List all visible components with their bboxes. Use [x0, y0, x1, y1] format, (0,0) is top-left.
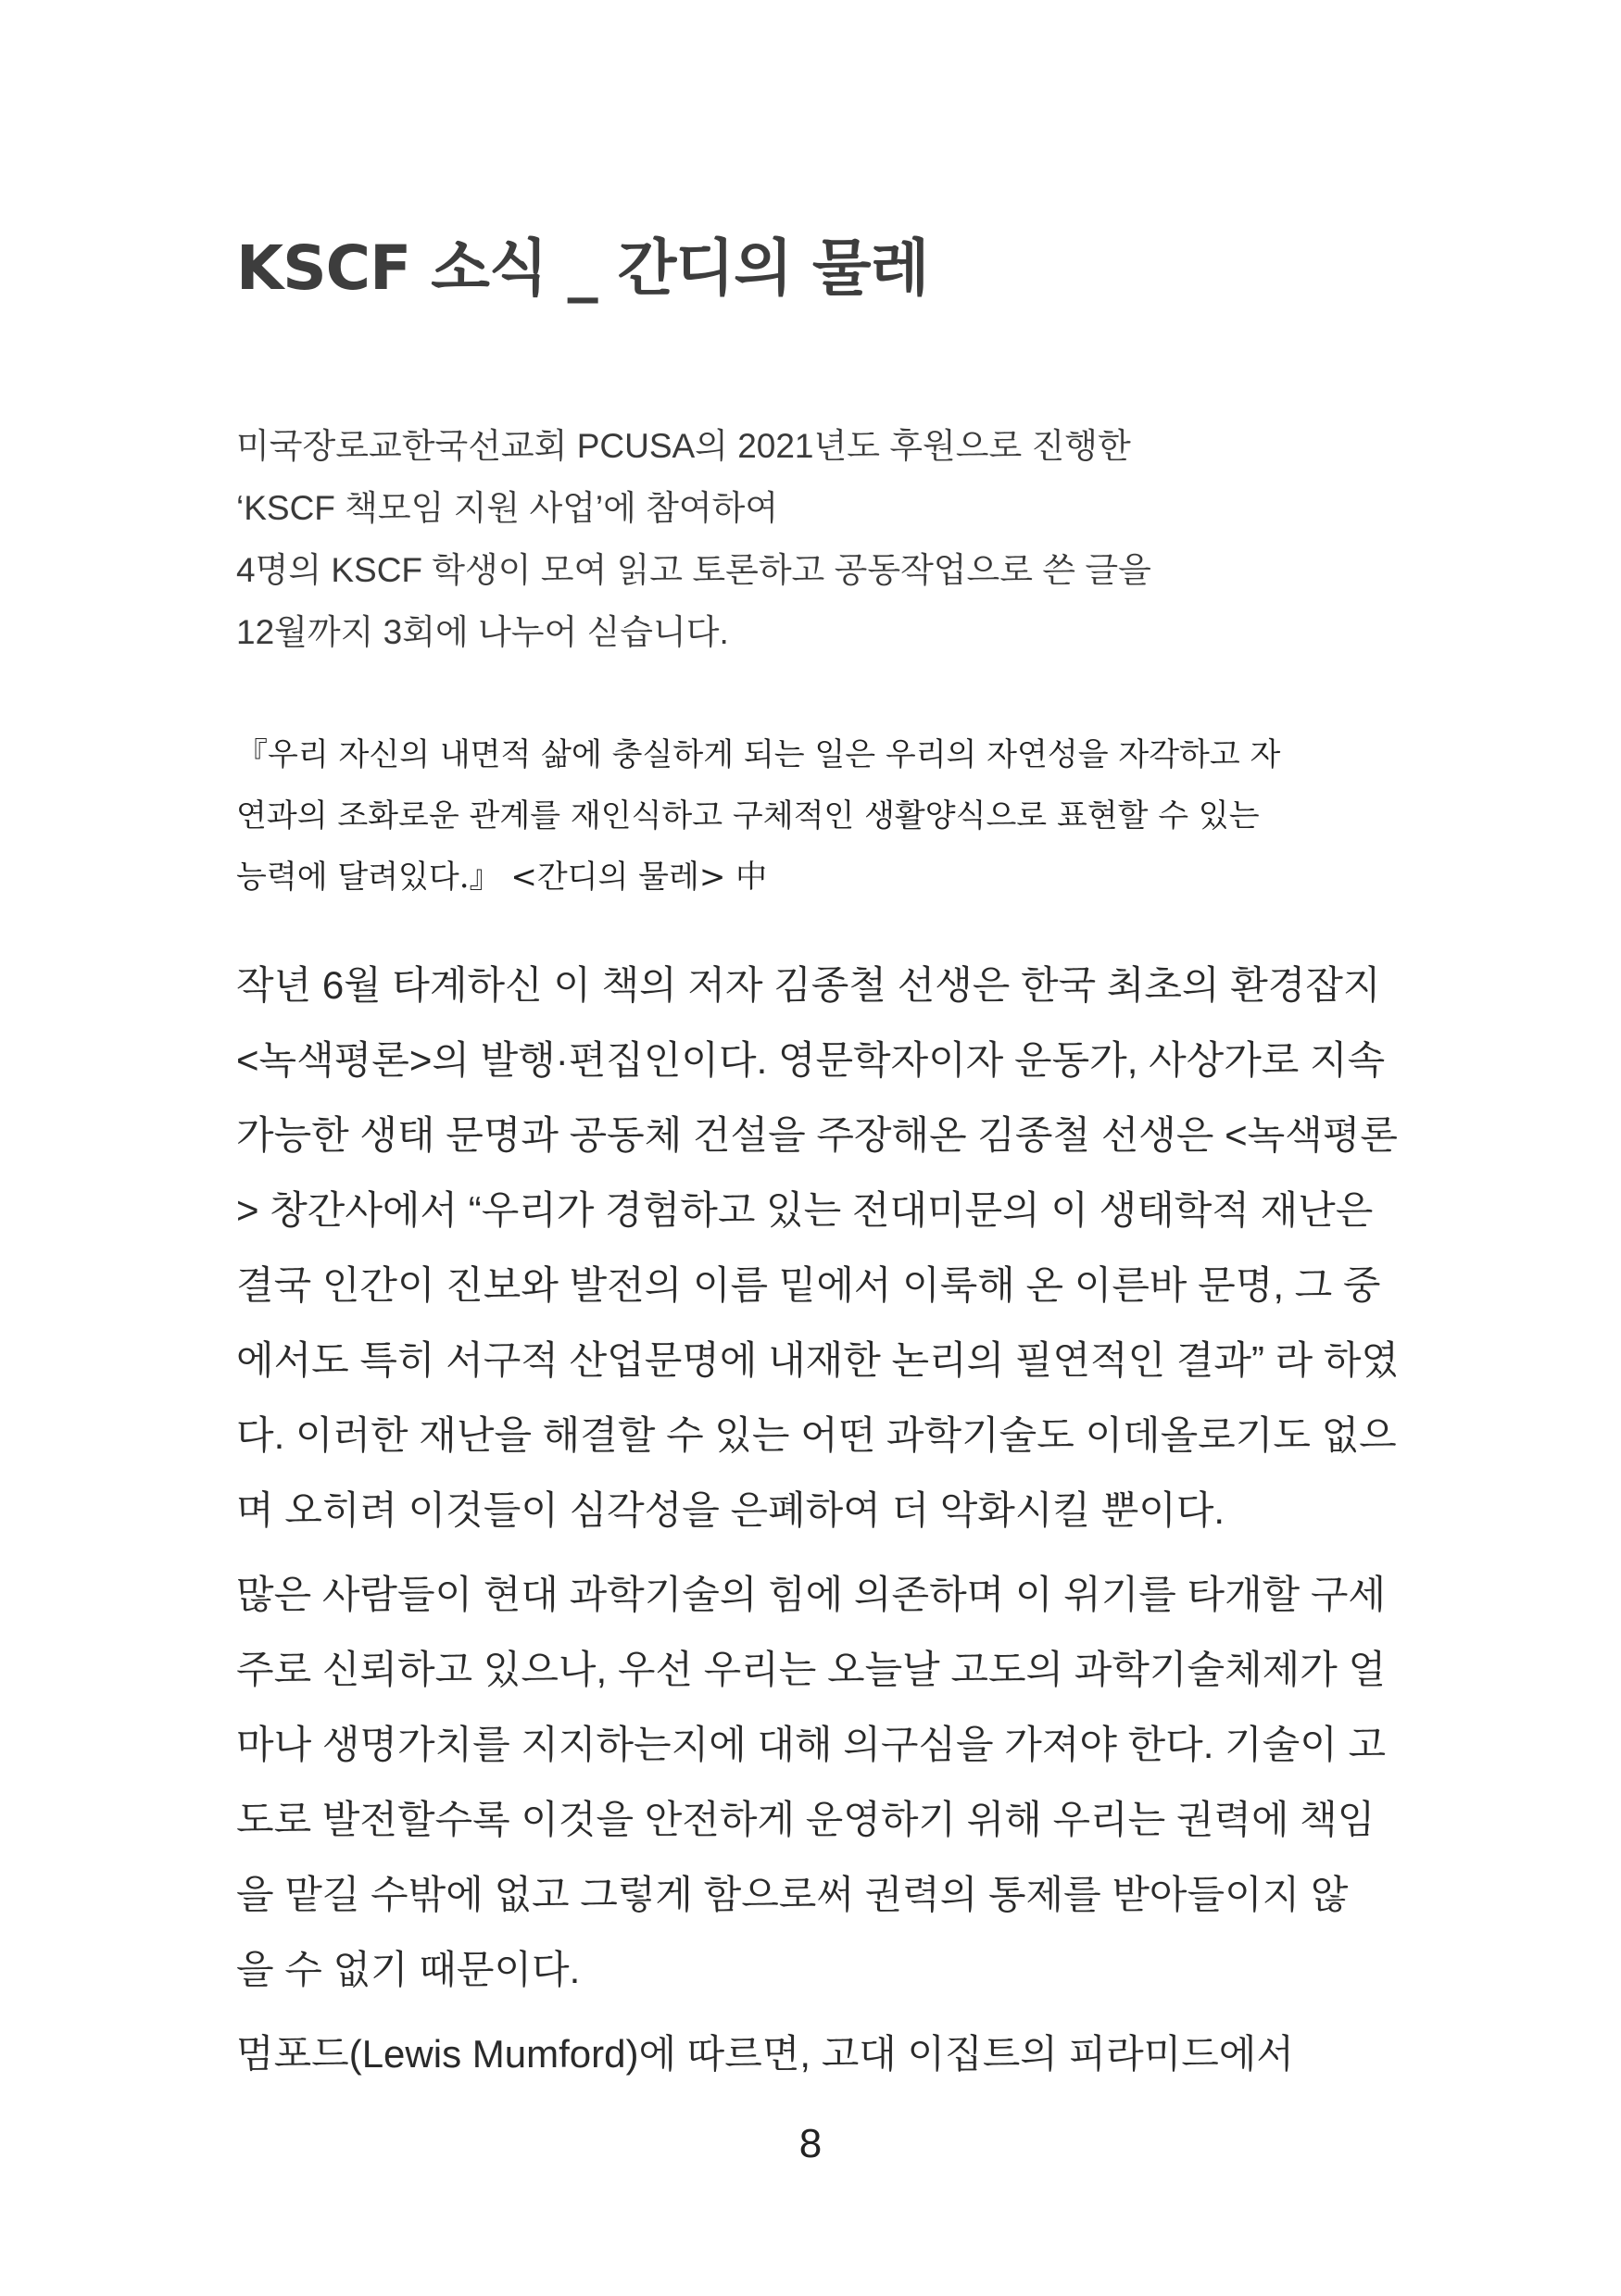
- body-line: 에서도 특히 서구적 산업문명에 내재한 논리의 필연적인 결과” 라 하였: [236, 1338, 1400, 1382]
- body-line: 도로 발전할수록 이것을 안전하게 운영하기 위해 우리는 권력에 책임: [236, 1798, 1376, 1841]
- body-text: [236, 947, 1400, 2091]
- intro-line: 4명의 KSCF 학생이 모여 읽고 토론하고 공동작업으로 쓴 글을: [236, 551, 1151, 589]
- book-quote: [236, 724, 1394, 908]
- body-line: <녹색평론>의 발행·편집인이다. 영문학자이자 운동가, 사상가로 지속: [236, 1038, 1386, 1082]
- quote-line: 연과의 조화로운 관계를 재인식하고 구체적인 생활양식으로 표현할 수 있는: [236, 797, 1260, 834]
- body-line: 많은 사람들이 현대 과학기술의 힘에 의존하며 이 위기를 타개할 구세: [236, 1573, 1387, 1616]
- intro-line: 미국장로교한국선교회 PCUSA의 2021년도 후원으로 진행한: [236, 427, 1131, 465]
- page-number: 8: [798, 2121, 823, 2166]
- body-paragraph: [236, 1557, 1394, 2007]
- body-paragraph: [236, 2016, 1394, 2091]
- body-line: 을 수 없기 때문이다.: [236, 1948, 581, 1991]
- body-line: 작년 6월 타계하신 이 책의 저자 김종철 선생은 한국 최초의 환경잡지: [236, 963, 1381, 1007]
- page-title: KSCF 소식 _ 간디의 물레: [236, 232, 929, 304]
- body-line: 다. 이러한 재난을 해결할 수 있는 어떤 과학기술도 이데올로기도 없으: [236, 1413, 1397, 1457]
- quote-line: 『우리 자신의 내면적 삶에 충실하게 되는 일은 우리의 자연성을 자각하고 자: [236, 736, 1281, 773]
- body-line: 주로 신뢰하고 있으나, 우선 우리는 오늘날 고도의 과학기술체제가 얼: [236, 1648, 1387, 1691]
- body-line: 을 맡길 수밖에 없고 그렇게 함으로써 권력의 통제를 받아들이지 않: [236, 1873, 1349, 1916]
- body-paragraph: [236, 947, 1400, 1548]
- body-line: 결국 인간이 진보와 발전의 이름 밑에서 이룩해 온 이른바 문명, 그 중: [236, 1263, 1381, 1307]
- body-line: 멈포드(Lewis Mumford)에 따르면, 고대 이집트의 피라미드에서: [236, 2032, 1294, 2076]
- intro-line: ‘KSCF 책모임 지원 사업’에 참여하여: [236, 489, 779, 527]
- body-line: 가능한 생태 문명과 공동체 건설을 주장해온 김종철 선생은 <녹색평론: [236, 1113, 1398, 1157]
- quote-line: 능력에 달려있다.』 <간디의 물레> 中: [236, 859, 768, 896]
- intro-line: 12월까지 3회에 나누어 싣습니다.: [236, 613, 729, 651]
- body-line: > 창간사에서 “우리가 경험하고 있는 전대미문의 이 생태학적 재난은: [236, 1188, 1374, 1232]
- body-line: 며 오히려 이것들이 심각성을 은폐하여 더 악화시킬 뿐이다.: [236, 1488, 1225, 1532]
- body-line: 마나 생명가치를 지지하는지에 대해 의구심을 가져야 한다. 기술이 고: [236, 1723, 1387, 1766]
- intro-block: [236, 415, 1422, 663]
